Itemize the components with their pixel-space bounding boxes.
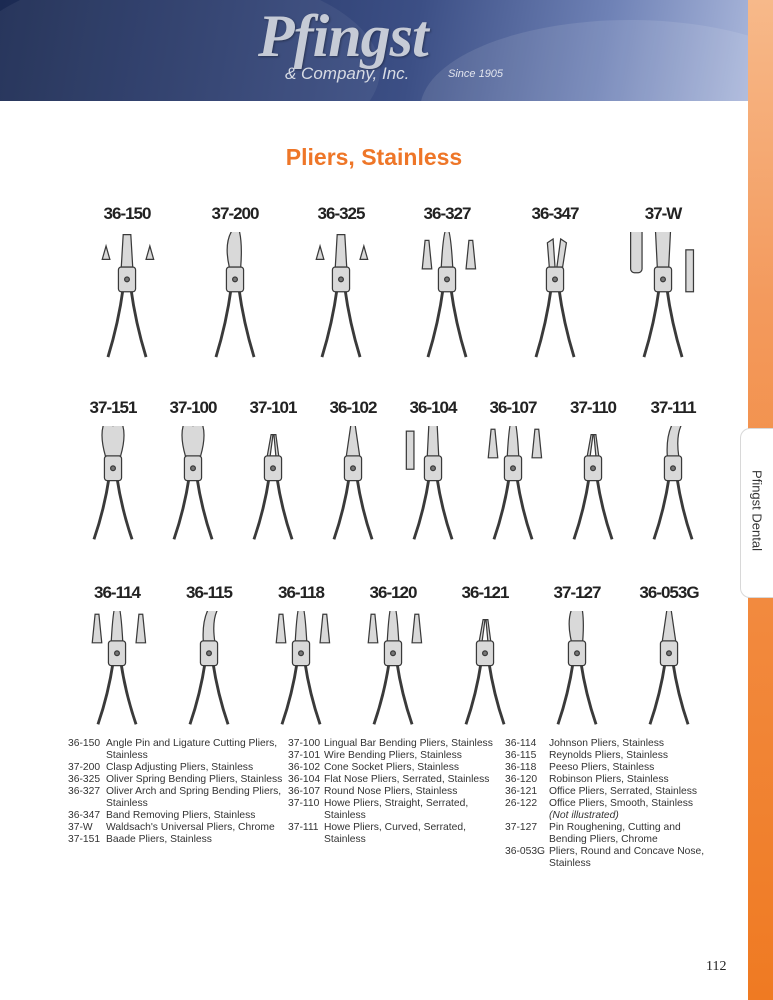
plier-item: [308, 398, 398, 578]
legend-code: 37-151: [68, 834, 101, 845]
legend-entry: [288, 786, 493, 798]
legend-code: 36-325: [68, 774, 101, 785]
legend-column-3: [505, 738, 715, 870]
legend-column-1: [68, 738, 283, 846]
plier-illustration: [623, 232, 703, 364]
plier-code: 36-327: [423, 204, 471, 223]
legend-entry: [288, 798, 493, 822]
header-banner: [0, 0, 748, 101]
plier-item: [388, 398, 478, 578]
legend-description: Office Pliers, Serrated, Stainless: [549, 786, 698, 797]
legend-description: Johnson Pliers, Stainless: [549, 738, 665, 749]
side-tab-label: Pfingst Dental: [749, 470, 765, 551]
plier-code: 37-101: [249, 398, 297, 417]
legend-entry: [505, 762, 715, 774]
plier-illustration: [629, 611, 709, 731]
plier-code: 36-053G: [639, 583, 699, 602]
plier-code: 37-200: [211, 204, 259, 223]
legend-entry: [288, 738, 493, 750]
plier-item: [68, 398, 158, 578]
plier-item: [624, 583, 714, 763]
legend-entry: [505, 738, 715, 750]
legend-entry: [505, 798, 715, 822]
legend-description: Robinson Pliers, Stainless: [549, 774, 669, 785]
legend-entry: [505, 750, 715, 762]
plier-illustration: [301, 232, 381, 364]
legend-entry: [505, 774, 715, 786]
plier-illustration: [445, 611, 525, 731]
plier-item: [618, 204, 708, 384]
plier-illustration: [87, 232, 167, 364]
plier-code: 36-121: [461, 583, 509, 602]
legend-description: Lingual Bar Bending Pliers, Stainless: [324, 738, 493, 749]
plier-code: 37-127: [553, 583, 601, 602]
plier-illustration: [515, 232, 595, 364]
legend-description: Round Nose Pliers, Stainless: [324, 786, 458, 797]
brand-logo: [258, 3, 504, 83]
legend-code: 36-053G: [505, 846, 546, 857]
legend-code: 37-111: [288, 822, 319, 833]
legend-code: 26-122: [505, 798, 538, 809]
plier-illustration: [169, 611, 249, 731]
plier-code: 36-104: [409, 398, 457, 417]
legend-code: 36-121: [505, 786, 538, 797]
legend-description: Cone Socket Pliers, Stainless: [324, 762, 460, 773]
plier-code: 37-110: [570, 398, 616, 417]
legend-entry: [288, 822, 493, 846]
plier-illustration: [261, 611, 341, 731]
plier-item: [164, 583, 254, 763]
legend-description: Waldsach's Universal Pliers, Chrome: [106, 822, 275, 833]
legend-description: Flat Nose Pliers, Serrated, Stainless: [324, 774, 490, 785]
page-title: Pliers, Stainless: [285, 144, 463, 170]
legend-description: Howe Pliers, Straight, Serrated, Stainless: [324, 798, 469, 821]
legend-description: Office Pliers, Smooth, Stainless (Not illustrated): [549, 798, 715, 822]
legend-code: 36-347: [68, 810, 101, 821]
legend-column-2: [288, 738, 493, 846]
plier-code: 36-325: [317, 204, 365, 223]
legend-description: Band Removing Pliers, Stainless: [106, 810, 256, 821]
brand-since: Since 1905: [448, 68, 504, 80]
legend-code: 37-W: [68, 822, 93, 833]
legend-code: 36-150: [68, 738, 101, 749]
plier-illustration: [553, 426, 633, 546]
legend-entry: [68, 738, 283, 762]
plier-item: [72, 583, 162, 763]
plier-illustration: [153, 426, 233, 546]
legend-description: Oliver Arch and Spring Bending Pliers, Stainless: [106, 786, 282, 809]
plier-item: [468, 398, 558, 578]
plier-item: [510, 204, 600, 384]
legend-entry: [68, 834, 283, 846]
plier-code: 36-150: [103, 204, 151, 223]
legend-code: 37-100: [288, 738, 321, 749]
plier-illustration: [195, 232, 275, 364]
legend-description: Clasp Adjusting Pliers, Stainless: [106, 762, 254, 773]
plier-item: [532, 583, 622, 763]
legend-entry: [505, 822, 715, 846]
legend-code: 37-101: [288, 750, 321, 761]
plier-illustration: [537, 611, 617, 731]
plier-item: [348, 583, 438, 763]
legend-entry: [68, 822, 283, 834]
plier-code: 37-100: [169, 398, 217, 417]
plier-item: [548, 398, 638, 578]
legend-description: Pin Roughening, Cutting and Bending Pliers, Chrome: [549, 822, 681, 845]
legend-code: 36-107: [288, 786, 321, 797]
legend-description: Oliver Spring Bending Pliers, Stainless: [106, 774, 283, 785]
legend-description: Wire Bending Pliers, Stainless: [324, 750, 462, 761]
plier-code: 36-107: [489, 398, 537, 417]
plier-illustration: [633, 426, 713, 546]
plier-code: 37-W: [644, 204, 682, 223]
legend-code: 36-114: [505, 738, 537, 749]
plier-illustration: [353, 611, 433, 731]
plier-illustration: [393, 426, 473, 546]
legend-entry: [288, 750, 493, 762]
plier-item: [148, 398, 238, 578]
legend-entry: [68, 810, 283, 822]
legend-description: Baade Pliers, Stainless: [106, 834, 212, 845]
legend-entry: [68, 774, 283, 786]
plier-illustration: [73, 426, 153, 546]
plier-item: [82, 204, 172, 384]
plier-code: 36-120: [369, 583, 417, 602]
legend-note: (Not illustrated): [549, 810, 619, 821]
legend-code: 36-120: [505, 774, 538, 785]
legend-description: Howe Pliers, Curved, Serrated, Stainless: [324, 822, 466, 845]
plier-item: [296, 204, 386, 384]
legend-entry: [505, 846, 715, 870]
legend-entry: [68, 762, 283, 774]
plier-item: [628, 398, 718, 578]
plier-code: 37-111: [650, 398, 696, 417]
legend-code: 36-118: [505, 762, 537, 773]
plier-code: 36-114: [94, 583, 140, 602]
legend-code: 36-102: [288, 762, 321, 773]
legend-entry: [288, 774, 493, 786]
brand-company: & Company, Inc.: [285, 64, 410, 83]
plier-illustration: [407, 232, 487, 364]
legend-entry: [68, 786, 283, 810]
legend-code: 36-115: [505, 750, 537, 761]
legend-description: Reynolds Pliers, Stainless: [549, 750, 669, 761]
plier-item: [228, 398, 318, 578]
legend-code: 37-200: [68, 762, 101, 773]
plier-item: [256, 583, 346, 763]
legend-entry: [505, 786, 715, 798]
legend-description: Pliers, Round and Concave Nose, Stainless: [549, 846, 705, 869]
plier-code: 36-102: [329, 398, 377, 417]
legend-code: 37-110: [288, 798, 320, 809]
plier-item: [402, 204, 492, 384]
plier-code: 36-347: [531, 204, 579, 223]
plier-code: 37-151: [89, 398, 137, 417]
plier-illustration: [473, 426, 553, 546]
legend-code: 37-127: [505, 822, 538, 833]
plier-illustration: [233, 426, 313, 546]
plier-illustration: [313, 426, 393, 546]
legend-entry: [288, 762, 493, 774]
plier-item: [190, 204, 280, 384]
plier-code: 36-118: [278, 583, 324, 602]
plier-illustration: [77, 611, 157, 731]
plier-item: [440, 583, 530, 763]
legend-description: Angle Pin and Ligature Cutting Pliers, Stainless: [106, 738, 278, 761]
plier-code: 36-115: [186, 583, 232, 602]
legend-description: Peeso Pliers, Stainless: [549, 762, 655, 773]
legend-code: 36-327: [68, 786, 101, 797]
brand-name: Pfingst: [258, 3, 428, 69]
page-number: 112: [706, 959, 727, 974]
legend-code: 36-104: [288, 774, 321, 785]
